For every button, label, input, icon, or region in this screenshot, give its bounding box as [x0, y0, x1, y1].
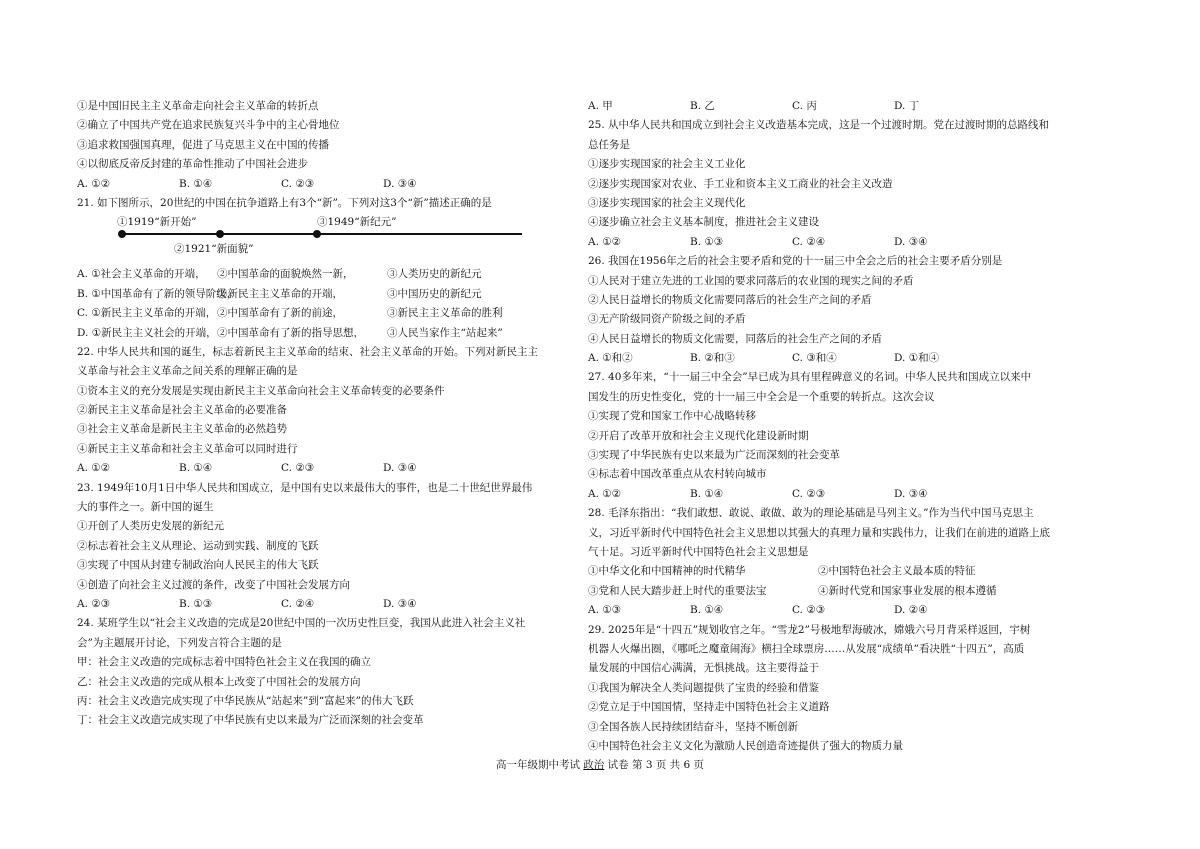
left-column: [77, 97, 557, 731]
q27-option-d: D. ③④: [894, 487, 928, 500]
timeline-axis: [122, 233, 522, 234]
q29-item-2: ②党立足于中国国情，坚持走中国特色社会主义道路: [588, 701, 830, 714]
q26-item-1: ①人民对于建立先进的工业国的要求同落后的农业国的现实之间的矛盾: [588, 274, 914, 287]
q21-d-part-2: ②中国革命有了新的指导思想，: [217, 326, 364, 339]
q26-item-3: ③无产阶级同资产阶级之间的矛盾: [588, 313, 746, 326]
q27-item-2: ②开启了改革开放和社会主义现代化建设新时期: [588, 429, 809, 442]
q21-b-part-2: ②新民主主义革命的开端，: [217, 287, 343, 300]
timeline-label-1949: ③1949“新纪元”: [317, 216, 397, 229]
q29-item-4: ④中国特色社会主义文化为激励人民创造奇迹提供了强大的物质力量: [588, 739, 903, 752]
q28-item-2: ②中国特色社会主义最本质的特征: [818, 565, 976, 578]
q22-stem-line-2: 义革命与社会主义革命之间关系的理解正确的是: [77, 365, 298, 378]
q25-stem-line-1: 25. 从中华人民共和国成立到社会主义改造基本完成，这是一个过渡时期。党在过渡时期的总路线和: [588, 119, 1050, 132]
q25-option-b: B. ①③: [690, 235, 724, 248]
right-column: [588, 97, 1088, 756]
q20-item-4: ④以彻底反帝反封建的革命性推动了中国社会进步: [77, 158, 308, 171]
q23-stem-line-1: 23. 1949年10月1日中华人民共和国成立，是中国有史以来最伟大的事件，也是二十世纪世界最伟: [77, 481, 533, 494]
q22-option-b: B. ①④: [179, 462, 213, 475]
q23-options: [77, 595, 557, 614]
footer-subject: 政治: [583, 759, 605, 771]
q24-option-b: B. 乙: [690, 100, 715, 112]
q24-stem-line-2: 会”为主题展开讨论，下列发言符合主题的是: [77, 636, 282, 649]
q22-item-4: ④新民主主义革命和社会主义革命可以同时进行: [77, 442, 298, 455]
q27-option-c: C. ②③: [792, 487, 826, 500]
q23-item-1: ①开创了人类历史发展的新纪元: [77, 520, 224, 533]
q28-option-d: D. ②④: [894, 604, 928, 617]
q20-item-1: ①是中国旧民主主义革命走向社会主义革命的转折点: [77, 100, 319, 112]
q22-item-1: ①资本主义的充分发展是实现由新民主主义革命向社会主义革命转变的必要条件: [77, 384, 445, 397]
q25-option-a: A. ①②: [588, 235, 622, 248]
q22-item-2: ②新民主主义革命是社会主义革命的必要准备: [77, 404, 287, 417]
q23-option-a: A. ②③: [77, 597, 111, 610]
q21-c-part-3: ③新民主主义革命的胜利: [387, 307, 503, 320]
q20-item-3: ③追求救国强国真理，促进了马克思主义在中国的传播: [77, 138, 329, 151]
q23-item-3: ③实现了中国从封建专制政治向人民民主的伟大飞跃: [77, 559, 319, 572]
q26-option-b: B. ②和③: [690, 352, 735, 365]
q24-option-c: C. 丙: [792, 100, 817, 112]
q24-options: [588, 97, 1088, 116]
q25-stem-line-2: 总任务是: [588, 138, 630, 151]
q27-options: [588, 485, 1088, 504]
q24-item-bing: 丙：社会主义改造完成实现了中华民族从“站起来”到“富起来”的伟大飞跃: [77, 694, 414, 707]
q27-option-b: B. ①④: [690, 487, 724, 500]
q22-option-c: C. ②③: [281, 462, 315, 475]
q21-c-part-2: ②中国革命有了新的前途，: [217, 307, 343, 320]
q28-items-row-1: [588, 562, 1088, 581]
q21-d-part-3: ③人民当家作主“站起来”: [387, 326, 503, 339]
q23-item-4: ④创造了向社会主义过渡的条件，改变了中国社会发展方向: [77, 578, 350, 591]
q26-option-a: A. ①和②: [588, 352, 633, 365]
page-footer: [0, 757, 1200, 772]
q20-option-c: C. ②③: [281, 177, 315, 190]
q25-item-1: ①逐步实现国家的社会主义工业化: [588, 158, 746, 171]
q20-option-d: D. ③④: [383, 177, 417, 190]
q27-item-1: ①实现了党和国家工作中心战略转移: [588, 410, 756, 423]
q20-item-2: ②确立了中国共产党在追求民族复兴斗争中的主心骨地位: [77, 119, 340, 132]
q23-stem-line-2: 大的事件之一。新中国的诞生: [77, 501, 214, 514]
q21-b-part-3: ③中国历史的新纪元: [387, 287, 482, 300]
timeline-dot-1949: [313, 230, 321, 238]
q29-stem-line-2: 机器人火爆出圈，《哪吒之魔童闹海》横扫全球票房……从发展“成绩单”看决胜“十四五”，高质: [588, 642, 1025, 655]
q21-d-part-1: D. ①新民主主义社会的开端，: [77, 326, 217, 339]
q21-option-a: [77, 265, 557, 284]
timeline-dot-1921: [216, 230, 224, 238]
footer-suffix: 试卷 第 3 页 共 6 页: [607, 759, 705, 771]
q28-item-1: ①中华文化和中国精神的时代精华: [588, 565, 746, 578]
q20-option-b: B. ①④: [179, 177, 213, 190]
q23-option-d: D. ③④: [383, 597, 417, 610]
q20-option-a: A. ①②: [77, 177, 111, 190]
q25-item-4: ④逐步确立社会主义基本制度，推进社会主义建设: [588, 216, 819, 229]
q25-option-c: C. ②④: [792, 235, 826, 248]
q27-item-4: ④标志着中国改革重点从农村转向城市: [588, 468, 767, 481]
q27-option-a: A. ①②: [588, 487, 622, 500]
timeline-dot-1919: [118, 230, 126, 238]
q28-options: [588, 601, 1088, 620]
q24-item-jia: 甲：社会主义改造的完成标志着中国特色社会主义在我国的确立: [77, 656, 371, 669]
q22-item-3: ③社会主义革命是新民主主义革命的必然趋势: [77, 423, 287, 436]
q28-stem-line-3: 气十足。习近平新时代中国特色社会主义思想是: [588, 545, 809, 558]
q24-item-ding: 丁：社会主义改造完成实现了中华民族有史以来最为广泛而深刻的社会变革: [77, 714, 424, 727]
q20-options: [77, 175, 557, 194]
q23-item-2: ②标志着社会主义从理论、运动到实践、制度的飞跃: [77, 539, 319, 552]
q28-option-b: B. ①④: [690, 604, 724, 617]
q21-a-part-3: ③人类历史的新纪元: [387, 268, 482, 281]
q23-option-b: B. ①③: [179, 597, 213, 610]
q25-item-3: ③逐步实现国家的社会主义现代化: [588, 196, 746, 209]
q22-option-d: D. ③④: [383, 462, 417, 475]
q28-items-row-2: [588, 582, 1088, 601]
q25-options: [588, 233, 1088, 252]
q26-option-d: D. ①和④: [894, 352, 940, 365]
q27-item-3: ③实现了中华民族有史以来最为广泛而深刻的社会变革: [588, 449, 840, 462]
q28-stem-line-1: 28. 毛泽东指出：“我们敢想、敢说、敢做、敢为的理论基础是马列主义。”作为当代中国马克思主: [588, 507, 1034, 520]
q21-a-part-2: ②中国革命的面貌焕然一新，: [217, 268, 354, 281]
timeline-label-1921: ②1921“新面貌”: [174, 243, 254, 256]
q21-stem: 21. 如下图所示，20世纪的中国在抗争道路上有3个“新”。下列对这3个“新”描述正确的是: [77, 196, 492, 209]
q27-stem-line-1: 27. 40多年来，“十一届三中全会”早已成为具有里程碑意义的名词。中华人民共和国成立以来中: [588, 371, 1032, 384]
timeline-label-1919: ①1919“新开始”: [117, 216, 197, 229]
q29-item-1: ①我国为解决全人类问题提供了宝贵的经验和借鉴: [588, 681, 819, 694]
q21-timeline: [77, 213, 557, 265]
q26-stem: 26. 我国在1956年之后的社会主要矛盾和党的十一届三中全会之后的社会主要矛盾分别是: [588, 255, 1003, 268]
q28-stem-line-2: 义，习近平新时代中国特色社会主义思想以其强大的真理力量和实践伟力，让我们在前进的道路上底: [588, 526, 1050, 539]
q26-options: [588, 349, 1088, 368]
q21-option-d: [77, 324, 557, 343]
q28-option-a: A. ①③: [588, 604, 622, 617]
q24-item-yi: 乙：社会主义改造的完成从根本上改变了中国社会的发展方向: [77, 675, 361, 688]
q25-option-d: D. ③④: [894, 235, 928, 248]
q29-stem-line-1: 29. 2025年是“十四五”规划收官之年。“雪龙2”号极地犁海破冰，嫦娥六号月背采样返回，宇树: [588, 623, 1031, 636]
q28-option-c: C. ②③: [792, 604, 826, 617]
q27-stem-line-2: 国发生的历史性变化，党的十一届三中全会是一个重要的转折点。这次会议: [588, 390, 935, 403]
q26-item-2: ②人民日益增长的物质文化需要同落后的社会生产之间的矛盾: [588, 293, 872, 306]
q28-item-4: ④新时代党和国家事业发展的根本遵循: [818, 584, 997, 597]
q22-options: [77, 459, 557, 478]
q22-stem-line-1: 22. 中华人民共和国的诞生，标志着新民主主义革命的结束、社会主义革命的开始。下列对新民主主: [77, 345, 539, 358]
q28-item-3: ③党和人民大踏步赶上时代的重要法宝: [588, 584, 767, 597]
q24-stem-line-1: 24. 某班学生以“社会主义改造的完成是20世纪中国的一次历史性巨变，我国从此进入社会主义社: [77, 617, 526, 630]
q21-option-b: [77, 285, 557, 304]
q29-item-3: ③全国各族人民持续团结奋斗，坚持不断创新: [588, 720, 798, 733]
q26-option-c: C. ③和④: [792, 352, 837, 365]
q23-option-c: C. ②④: [281, 597, 315, 610]
q24-option-d: D. 丁: [894, 100, 920, 112]
footer-prefix: 高一年级期中考试: [495, 759, 580, 771]
q29-stem-line-3: 量发展的中国信心满满，无惧挑战。这主要得益于: [588, 662, 819, 675]
q21-option-c: [77, 304, 557, 323]
q25-item-2: ②逐步实现国家对农业、手工业和资本主义工商业的社会主义改造: [588, 177, 893, 190]
q26-item-4: ④人民日益增长的物质文化需要，同落后的社会生产之间的矛盾: [588, 332, 882, 345]
q22-option-a: A. ①②: [77, 462, 111, 475]
q21-a-part-1: A. ①社会主义革命的开端，: [77, 268, 206, 281]
q21-c-part-1: C. ①新民主主义革命的开端，: [77, 307, 217, 320]
q21-b-part-1: B. ①中国革命有了新的领导阶级，: [77, 287, 238, 300]
q24-option-a: A. 甲: [588, 100, 613, 112]
